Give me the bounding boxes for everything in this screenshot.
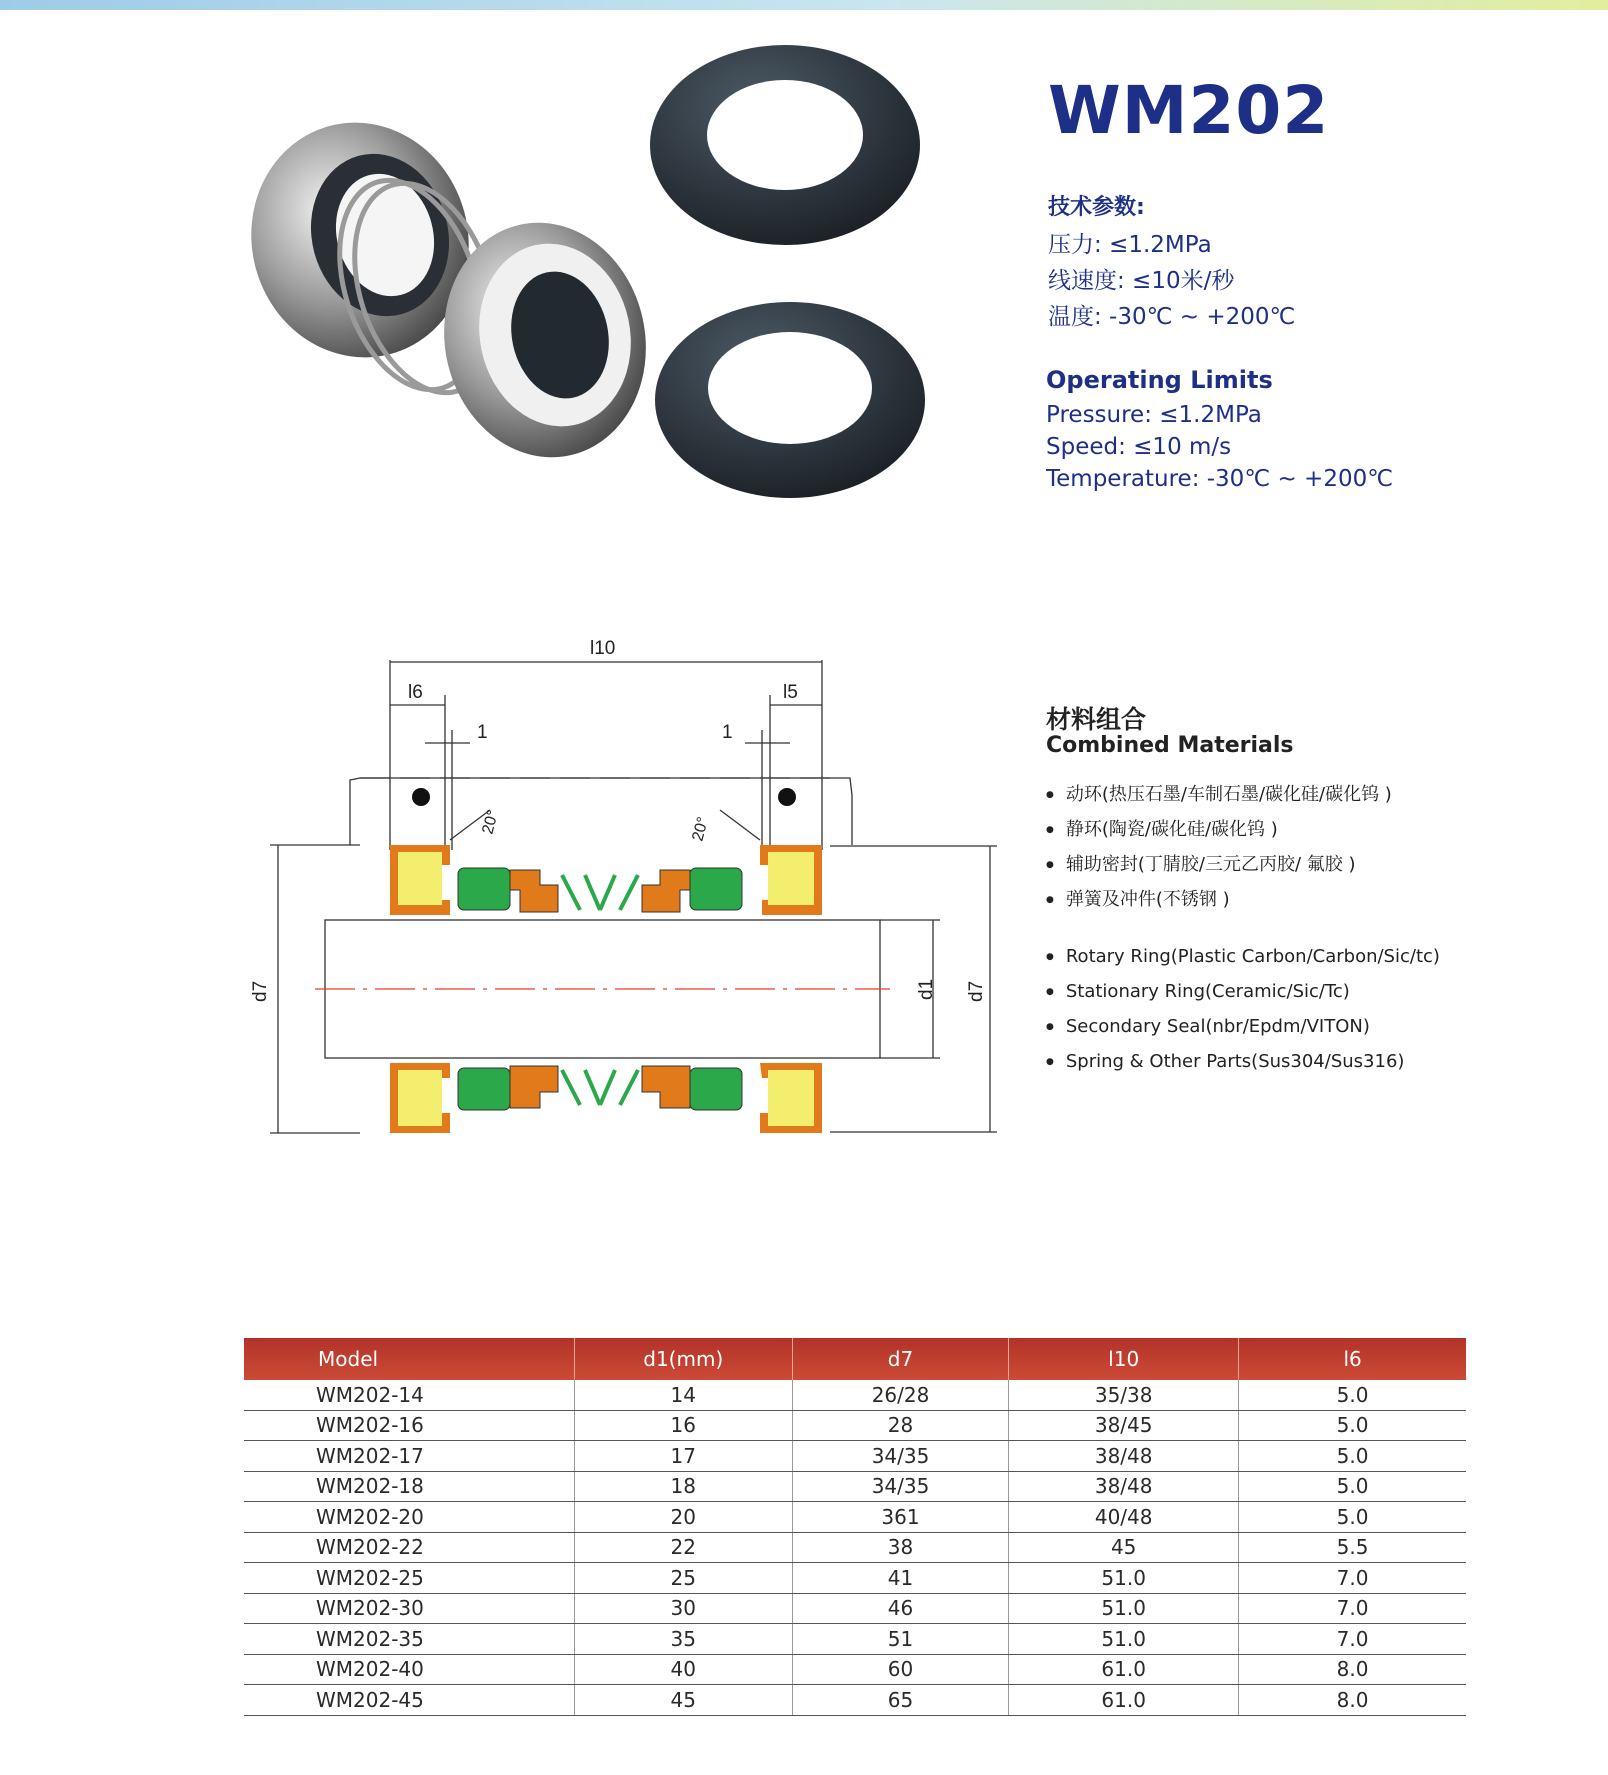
header-d7: d7 [792, 1338, 1008, 1380]
cell-l10: 38/48 [1009, 1471, 1239, 1502]
cell-l6: 7.0 [1239, 1624, 1466, 1655]
rubber-seat-bottom [655, 302, 925, 498]
pressure-en: Pressure: ≤1.2MPa [1046, 402, 1262, 428]
cell-d7: 26/28 [792, 1380, 1008, 1410]
cell-l6: 5.0 [1239, 1410, 1466, 1441]
cell-d7: 60 [792, 1654, 1008, 1685]
temperature-en: Temperature: -30℃ ~ +200℃ [1046, 466, 1394, 492]
materials-heading-cn: 材料组合 [1046, 705, 1147, 734]
label-angle-right: 20° [689, 815, 713, 844]
table-row [244, 1593, 1466, 1624]
cell-model: WM202-22 [244, 1532, 574, 1563]
speed-cn: 线速度: ≤10米/秒 [1048, 268, 1235, 294]
cell-l10: 61.0 [1009, 1654, 1239, 1685]
header-d1: d1(mm) [574, 1338, 792, 1380]
cell-d1: 25 [574, 1563, 792, 1594]
cell-d1: 17 [574, 1441, 792, 1472]
cell-d1: 18 [574, 1471, 792, 1502]
cell-l10: 35/38 [1009, 1380, 1239, 1410]
table-row [244, 1624, 1466, 1655]
cell-l10: 51.0 [1009, 1563, 1239, 1594]
table-row [244, 1685, 1466, 1716]
cell-d7: 34/35 [792, 1471, 1008, 1502]
cell-d1: 20 [574, 1502, 792, 1533]
label-gap-right: 1 [722, 722, 733, 743]
header-l6: l6 [1239, 1338, 1466, 1380]
cell-model: WM202-20 [244, 1502, 574, 1533]
cell-l6: 8.0 [1239, 1685, 1466, 1716]
cell-model: WM202-45 [244, 1685, 574, 1716]
material-cn-item: ● 弹簧及冲件(不锈钢 ) [1046, 885, 1230, 911]
cell-l10: 38/45 [1009, 1410, 1239, 1441]
cell-l10: 45 [1009, 1532, 1239, 1563]
rubber-seat-top [650, 45, 920, 245]
cell-l6: 5.5 [1239, 1532, 1466, 1563]
temperature-cn: 温度: -30℃ ~ +200℃ [1048, 304, 1296, 330]
material-en-item: ● Stationary Ring(Ceramic/Sic/Tc) [1046, 981, 1350, 1002]
material-cn-item: ● 辅助密封(丁腈胶/三元乙丙胶/ 氟胶 ) [1046, 850, 1355, 876]
table-row [244, 1563, 1466, 1594]
table-row [244, 1532, 1466, 1563]
header-l10: l10 [1009, 1338, 1239, 1380]
cell-l6: 7.0 [1239, 1593, 1466, 1624]
cell-l10: 51.0 [1009, 1593, 1239, 1624]
cell-d7: 361 [792, 1502, 1008, 1533]
cell-d7: 38 [792, 1532, 1008, 1563]
cell-l6: 8.0 [1239, 1654, 1466, 1685]
tech-params-heading: 技术参数: [1048, 195, 1145, 220]
table-row [244, 1410, 1466, 1441]
cell-d1: 16 [574, 1410, 792, 1441]
cell-d1: 30 [574, 1593, 792, 1624]
cell-d1: 40 [574, 1654, 792, 1685]
label-l6: l6 [408, 682, 423, 703]
cell-d7: 65 [792, 1685, 1008, 1716]
cell-model: WM202-16 [244, 1410, 574, 1441]
table-row [244, 1441, 1466, 1472]
cell-d7: 34/35 [792, 1441, 1008, 1472]
cell-d1: 45 [574, 1685, 792, 1716]
cell-l6: 5.0 [1239, 1502, 1466, 1533]
pressure-cn: 压力: ≤1.2MPa [1048, 232, 1212, 258]
speed-en: Speed: ≤10 m/s [1046, 434, 1232, 460]
cell-l6: 5.0 [1239, 1471, 1466, 1502]
cell-model: WM202-30 [244, 1593, 574, 1624]
cell-model: WM202-35 [244, 1624, 574, 1655]
cell-d7: 46 [792, 1593, 1008, 1624]
cell-l6: 7.0 [1239, 1563, 1466, 1594]
cell-l10: 38/48 [1009, 1441, 1239, 1472]
dimensions-table [244, 1338, 1466, 1716]
label-angle-left: 20° [479, 808, 503, 837]
label-d7-left: d7 [250, 980, 271, 1002]
label-l5: l5 [783, 682, 798, 703]
cell-l6: 5.0 [1239, 1380, 1466, 1410]
cell-d1: 35 [574, 1624, 792, 1655]
header-model: Model [244, 1338, 574, 1380]
cell-d7: 28 [792, 1410, 1008, 1441]
label-d1: d1 [916, 978, 937, 1000]
top-gradient-strip [0, 0, 1608, 10]
material-cn-item: ● 动环(热压石墨/车制石墨/碳化硅/碳化钨 ) [1046, 780, 1392, 806]
cell-l10: 61.0 [1009, 1685, 1239, 1716]
material-cn-item: ● 静环(陶瓷/碳化硅/碳化钨 ) [1046, 815, 1278, 841]
material-en-item: ● Secondary Seal(nbr/Epdm/VITON) [1046, 1016, 1370, 1037]
cell-d7: 41 [792, 1563, 1008, 1594]
table-header-row [244, 1338, 1466, 1380]
product-photo [230, 20, 1010, 565]
material-en-item: ● Spring & Other Parts(Sus304/Sus316) [1046, 1051, 1404, 1072]
cell-model: WM202-14 [244, 1380, 574, 1410]
cell-d7: 51 [792, 1624, 1008, 1655]
cell-d1: 14 [574, 1380, 792, 1410]
cross-section-diagram [240, 620, 1010, 1140]
cell-model: WM202-40 [244, 1654, 574, 1685]
table-row [244, 1502, 1466, 1533]
table-row [244, 1471, 1466, 1502]
label-gap-left: 1 [477, 722, 488, 743]
cell-l6: 5.0 [1239, 1441, 1466, 1472]
cell-model: WM202-17 [244, 1441, 574, 1472]
operating-limits-heading: Operating Limits [1046, 366, 1273, 394]
label-d7-right: d7 [966, 980, 987, 1002]
cell-l10: 51.0 [1009, 1624, 1239, 1655]
label-l10: l10 [590, 638, 616, 659]
cell-model: WM202-25 [244, 1563, 574, 1594]
material-en-item: ● Rotary Ring(Plastic Carbon/Carbon/Sic/tc) [1046, 946, 1440, 967]
product-title: WM202 [1048, 72, 1330, 149]
table-row [244, 1654, 1466, 1685]
materials-heading-en: Combined Materials [1046, 733, 1294, 758]
table-row [244, 1380, 1466, 1410]
cell-d1: 22 [574, 1532, 792, 1563]
cell-l10: 40/48 [1009, 1502, 1239, 1533]
cell-model: WM202-18 [244, 1471, 574, 1502]
